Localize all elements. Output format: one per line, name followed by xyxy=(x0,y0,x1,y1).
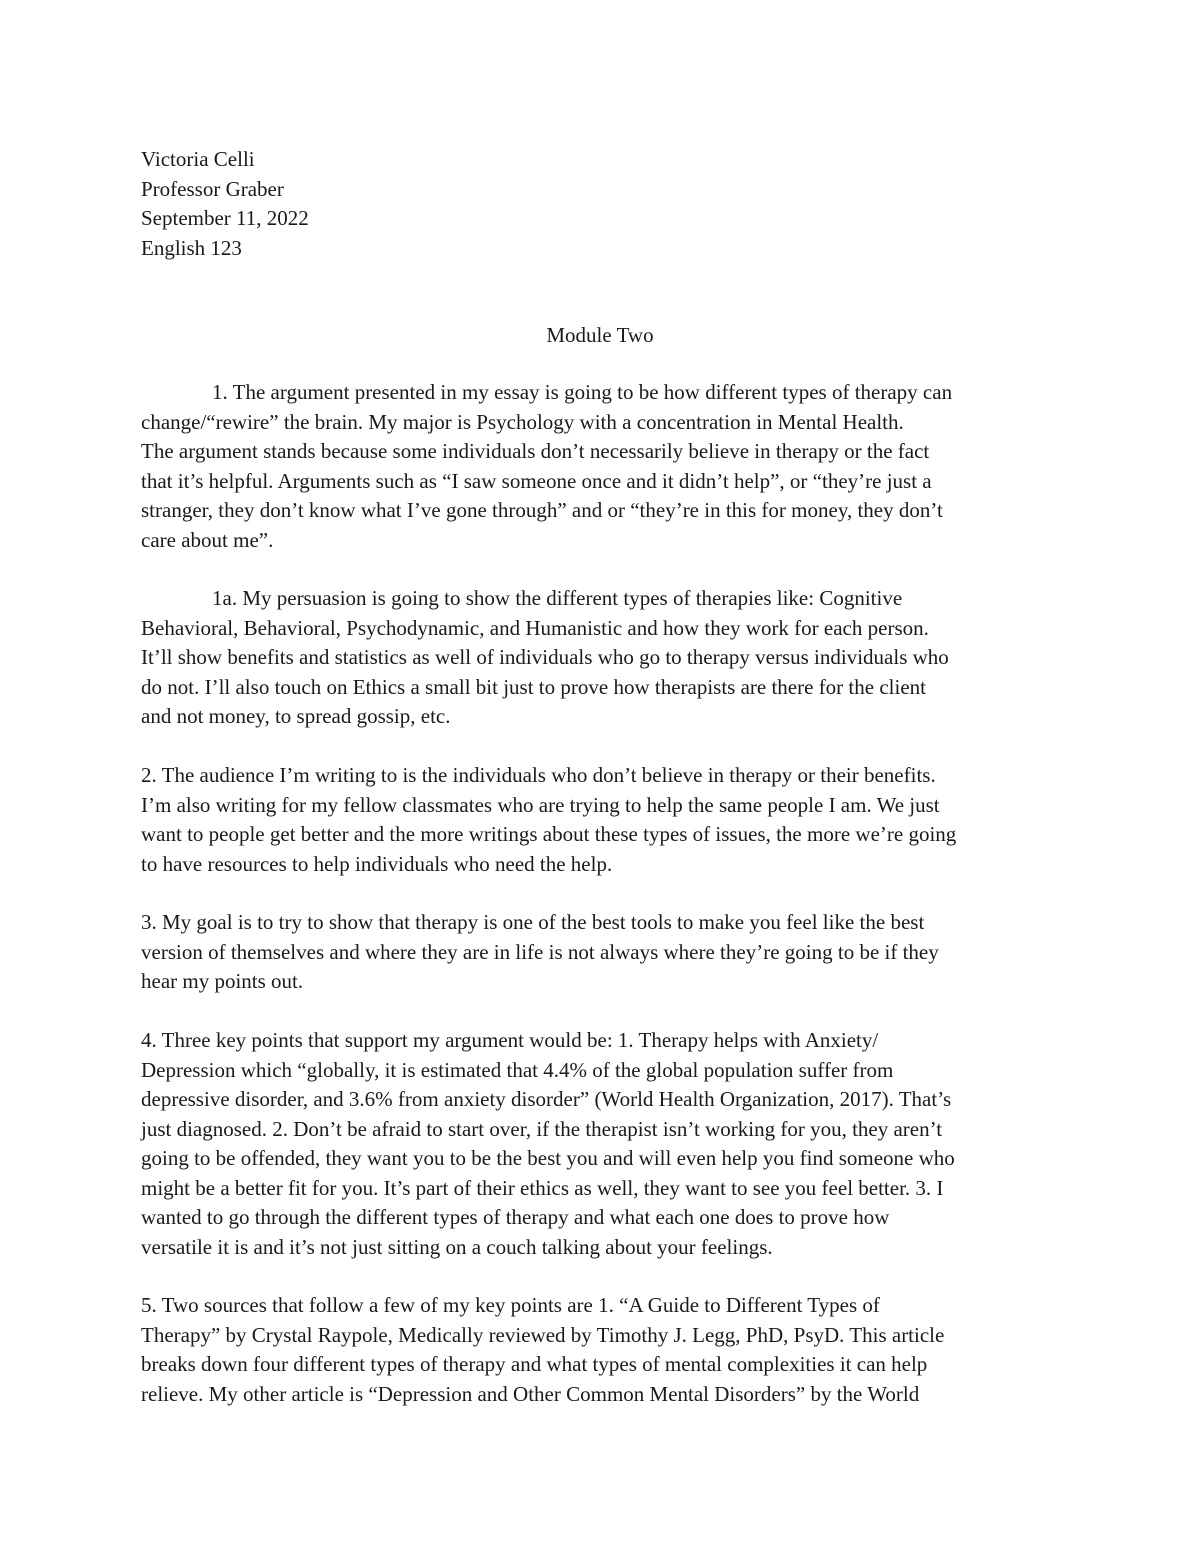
paragraph-5-line-4: relieve. My other article is “Depression and Other Common Mental Disorders” by the World xyxy=(141,1381,920,1406)
header-block xyxy=(141,145,309,263)
paragraph-1-line-4: that it’s helpful. Arguments such as “I saw someone once and it didn’t help”, or “they’re just a xyxy=(141,468,932,493)
paragraph-1-line-1: 1. The argument presented in my essay is going to be how different types of therapy can xyxy=(212,380,953,404)
paragraph-1a-line-5: and not money, to spread gossip, etc. xyxy=(141,704,451,728)
paragraph-4-line-7: wanted to go through the different types of therapy and what each one does to prove how xyxy=(141,1205,890,1229)
paragraph-5-line-3: breaks down four different types of therapy and what types of mental complexities it can help xyxy=(141,1352,928,1376)
paragraph-1a-line-1: 1a. My persuasion is going to show the different types of therapies like: Cognitive xyxy=(212,586,903,610)
paragraph-4-line-3: depressive disorder, and 3.6% from anxiety disorder” (World Health Organization, 2017). That’s xyxy=(141,1087,952,1111)
course-name: English 123 xyxy=(141,235,242,260)
document-date: September 11, 2022 xyxy=(141,206,309,230)
paragraph-2-line-3: want to people get better and the more writings about these types of issues, the more we’re going xyxy=(141,822,957,846)
paragraph-1a-line-4: do not. I’ll also touch on Ethics a small bit just to prove how therapists are there for the client xyxy=(141,674,926,699)
paragraph-1a-line-3: It’ll show benefits and statistics as well of individuals who go to therapy versus individuals who xyxy=(141,645,949,669)
paragraph-1-line-2: change/“rewire” the brain. My major is Psychology with a concentration in Mental Health. xyxy=(141,409,904,434)
paragraph-1-line-3: The argument stands because some individuals don’t necessarily believe in therapy or the fact xyxy=(141,439,930,463)
paragraph-4-line-5: going to be offended, they want you to be the best you and will even help you find someone who xyxy=(141,1146,955,1170)
professor-name: Professor Graber xyxy=(141,176,284,201)
paragraph-2-line-4: to have resources to help individuals who need the help. xyxy=(141,851,613,876)
paragraph-4-line-2: Depression which “globally, it is estimated that 4.4% of the global population suffer from xyxy=(141,1057,894,1082)
paragraph-2-line-2: I’m also writing for my fellow classmates who are trying to help the same people I am. We just xyxy=(141,792,940,817)
paragraph-1-line-6: care about me”. xyxy=(141,527,274,552)
paragraph-2-line-1: 2. The audience I’m writing to is the individuals who don’t believe in therapy or their benefits. xyxy=(141,763,936,787)
paragraph-5-line-1: 5. Two sources that follow a few of my key points are 1. “A Guide to Different Types of xyxy=(141,1293,880,1317)
paragraph-4-line-6: might be a better fit for you. It’s part of their ethics as well, they want to see you feel better. 3. I xyxy=(141,1175,944,1200)
paragraph-4-line-1: 4. Three key points that support my argument would be: 1. Therapy helps with Anxiety/ xyxy=(141,1028,879,1052)
paragraph-3-line-3: hear my points out. xyxy=(141,969,304,993)
paragraph-1a-line-2: Behavioral, Behavioral, Psychodynamic, and Humanistic and how they work for each person. xyxy=(141,615,929,640)
paragraph-5-line-2: Therapy” by Crystal Raypole, Medically reviewed by Timothy J. Legg, PhD, PsyD. This article xyxy=(141,1322,945,1347)
paragraph-3-line-2: version of themselves and where they are in life is not always where they’re going to be if they xyxy=(141,939,939,964)
document-title: Module Two xyxy=(546,323,654,347)
paragraph-4-line-4: just diagnosed. 2. Don’t be afraid to start over, if the therapist isn’t working for you, they aren’t xyxy=(141,1116,943,1141)
paragraph-1-line-5: stranger, they don’t know what I’ve gone through” and or “they’re in this for money, they don’t xyxy=(141,498,943,522)
paragraph-3-line-1: 3. My goal is to try to show that therapy is one of the best tools to make you feel like the best xyxy=(141,910,925,934)
author-name: Victoria Celli xyxy=(141,147,255,171)
paragraph-4-line-8: versatile it is and it’s not just sitting on a couch talking about your feelings. xyxy=(141,1234,773,1259)
